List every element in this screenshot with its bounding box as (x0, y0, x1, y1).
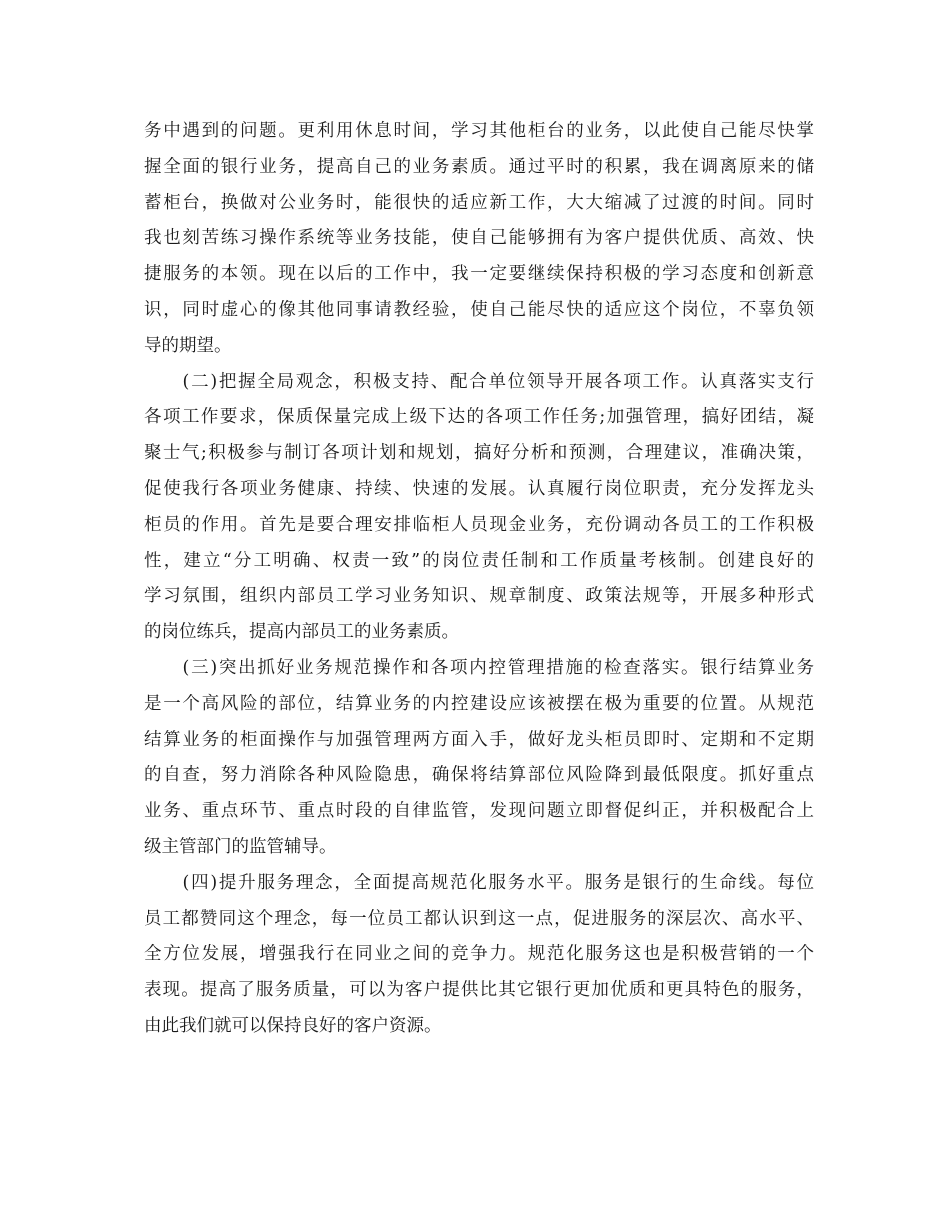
paragraph-section-3 (144, 651, 814, 866)
text-line: 导的期望。 (144, 335, 232, 356)
text-line: 性，建立“分工明确、权责一致”的岗位责任制和工作质量考核制。创建良好的 (144, 550, 814, 571)
paragraph-section-2 (144, 365, 814, 651)
text-line: 是一个高风险的部位，结算业务的内控建设应该被摆在极为重要的位置。从规范 (144, 693, 814, 714)
text-line: (四)提升服务理念，全面提高规范化服务水平。服务是银行的生命线。每位 (144, 872, 814, 893)
text-line: 级主管部门的监管辅导。 (144, 836, 337, 857)
paragraph-section-4 (144, 866, 814, 1045)
text-line: (二)把握全局观念，积极支持、配合单位领导开展各项工作。认真落实支行 (144, 371, 814, 392)
text-line: 各项工作要求，保质保量完成上级下达的各项工作任务;加强管理，搞好团结，凝 (144, 407, 814, 428)
text-line: 捷服务的本领。现在以后的工作中，我一定要继续保持积极的学习态度和创新意 (144, 264, 814, 285)
text-line: 我也刻苦练习操作系统等业务技能，使自己能够拥有为客户提供优质、高效、快 (144, 228, 814, 249)
text-line: 全方位发展，增强我行在同业之间的竞争力。规范化服务这也是积极营销的一个 (144, 944, 814, 965)
text-line: 握全面的银行业务，提高自己的业务素质。通过平时的积累，我在调离原来的储 (144, 156, 814, 177)
text-line: 识，同时虚心的像其他同事请教经验，使自己能尽快的适应这个岗位，不辜负领 (144, 299, 814, 320)
text-line: 聚士气;积极参与制订各项计划和规划，搞好分析和预测，合理建议，准确决策， (144, 443, 814, 464)
text-line: 的岗位练兵，提高内部员工的业务素质。 (144, 622, 459, 643)
text-line: 结算业务的柜面操作与加强管理两方面入手，做好龙头柜员即时、定期和不定期 (144, 729, 814, 750)
text-line: 柜员的作用。首先是要合理安排临柜人员现金业务，充份调动各员工的工作积极 (144, 514, 814, 535)
text-line: 由此我们就可以保持良好的客户资源。 (144, 1015, 442, 1036)
document-body (144, 114, 814, 1045)
text-line: (三)突出抓好业务规范操作和各项内控管理措施的检查落实。银行结算业务 (144, 657, 814, 678)
paragraph-continuation (144, 114, 814, 365)
text-line: 的自查，努力消除各种风险隐患，确保将结算部位风险降到最低限度。抓好重点 (144, 765, 814, 786)
text-line: 蓄柜台，换做对公业务时，能很快的适应新工作，大大缩减了过渡的时间。同时 (144, 192, 814, 213)
text-line: 表现。提高了服务质量，可以为客户提供比其它银行更加优质和更具特色的服务， (144, 980, 814, 1001)
text-line: 务中遇到的问题。更利用休息时间，学习其他柜台的业务，以此使自己能尽快掌 (144, 121, 814, 141)
text-line: 员工都赞同这个理念，每一位员工都认识到这一点，促进服务的深层次、高水平、 (144, 908, 814, 929)
text-line: 学习氛围，组织内部员工学习业务知识、规章制度、政策法规等，开展多种形式 (144, 586, 814, 607)
text-line: 业务、重点环节、重点时段的自律监管，发现问题立即督促纠正，并积极配合上 (144, 801, 814, 822)
text-line: 促使我行各项业务健康、持续、快速的发展。认真履行岗位职责，充分发挥龙头 (144, 478, 814, 499)
